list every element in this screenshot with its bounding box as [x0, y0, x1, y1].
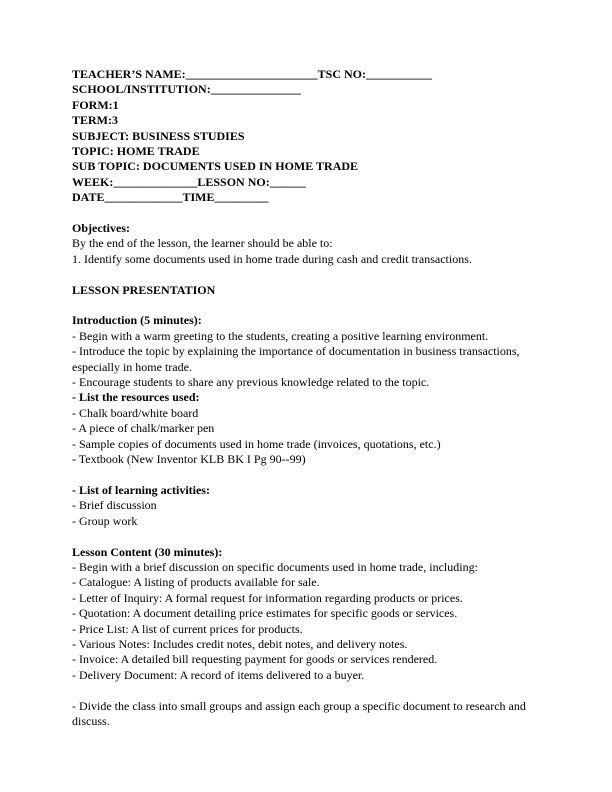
lesson-content-closing: - Divide the class into small groups and assign each group a specific document to research and discuss.: [72, 698, 526, 728]
lesson-content-line: - Letter of Inquiry: A formal request for information regarding products or prices.: [72, 590, 463, 605]
lesson-content-line: - Various Notes: Includes credit notes, debit notes, and delivery notes.: [72, 636, 408, 651]
introduction-line: - Encourage students to share any previous knowledge related to the topic.: [72, 375, 430, 390]
objectives-section: [72, 221, 542, 267]
lesson-content-heading: Lesson Content (30 minutes):: [72, 544, 223, 559]
resource-item: - Textbook (New Inventor KLB BK I Pg 90--99): [72, 452, 306, 467]
term-line: TERM:3: [72, 113, 118, 128]
resources-heading: - List the resources used:: [72, 390, 200, 405]
subtopic-line: SUB TOPIC: DOCUMENTS USED IN HOME TRADE: [72, 159, 359, 174]
lesson-content-line: - Quotation: A document detailing price estimates for specific goods or services.: [72, 606, 458, 621]
date-time-line: DATE_____________TIME_________: [72, 190, 269, 205]
school-line: SCHOOL/INSTITUTION:_______________: [72, 82, 301, 97]
form-line: FORM:1: [72, 97, 119, 112]
introduction-section: [72, 313, 542, 529]
lesson-content-line: - Price List: A list of current prices for products.: [72, 621, 303, 636]
lesson-content-line: - Delivery Document: A record of items delivered to a buyer.: [72, 667, 365, 682]
lesson-content-line: - Catalogue: A listing of products available for sale.: [72, 575, 320, 590]
activities-heading: - List of learning activities:: [72, 482, 210, 497]
introduction-line: - Begin with a warm greeting to the students, creating a positive learning environment.: [72, 328, 489, 343]
activity-item: - Group work: [72, 513, 138, 528]
objectives-intro: By the end of the lesson, the learner should be able to:: [72, 236, 333, 251]
lesson-content-section: [72, 545, 542, 730]
lesson-presentation-heading: LESSON PRESENTATION: [72, 282, 216, 297]
lesson-content-line: - Begin with a brief discussion on specific documents used in home trade, including:: [72, 559, 478, 574]
resource-item: - A piece of chalk/marker pen: [72, 421, 215, 436]
header-block: [72, 67, 542, 206]
subject-line: SUBJECT: BUSINESS STUDIES: [72, 128, 245, 143]
topic-line: TOPIC: HOME TRADE: [72, 144, 200, 159]
introduction-heading: Introduction (5 minutes):: [72, 313, 202, 328]
resource-item: - Chalk board/white board: [72, 405, 199, 420]
teacher-tsc-line: TEACHER’S NAME:______________________TSC NO:___________: [72, 67, 433, 81]
objectives-heading: Objectives:: [72, 221, 130, 236]
introduction-line: - Introduce the topic by explaining the importance of documentation in business transactions, especially in home trade.: [72, 344, 520, 374]
resource-item: - Sample copies of documents used in home trade (invoices, quotations, etc.): [72, 436, 441, 451]
week-lesson-line: WEEK:______________LESSON NO:______: [72, 174, 306, 189]
objective-item-1: 1. Identify some documents used in home trade during cash and credit transactions.: [72, 251, 472, 266]
lesson-content-line: - Invoice: A detailed bill requesting payment for goods or services rendered.: [72, 652, 438, 667]
activity-item: - Brief discussion: [72, 498, 157, 513]
